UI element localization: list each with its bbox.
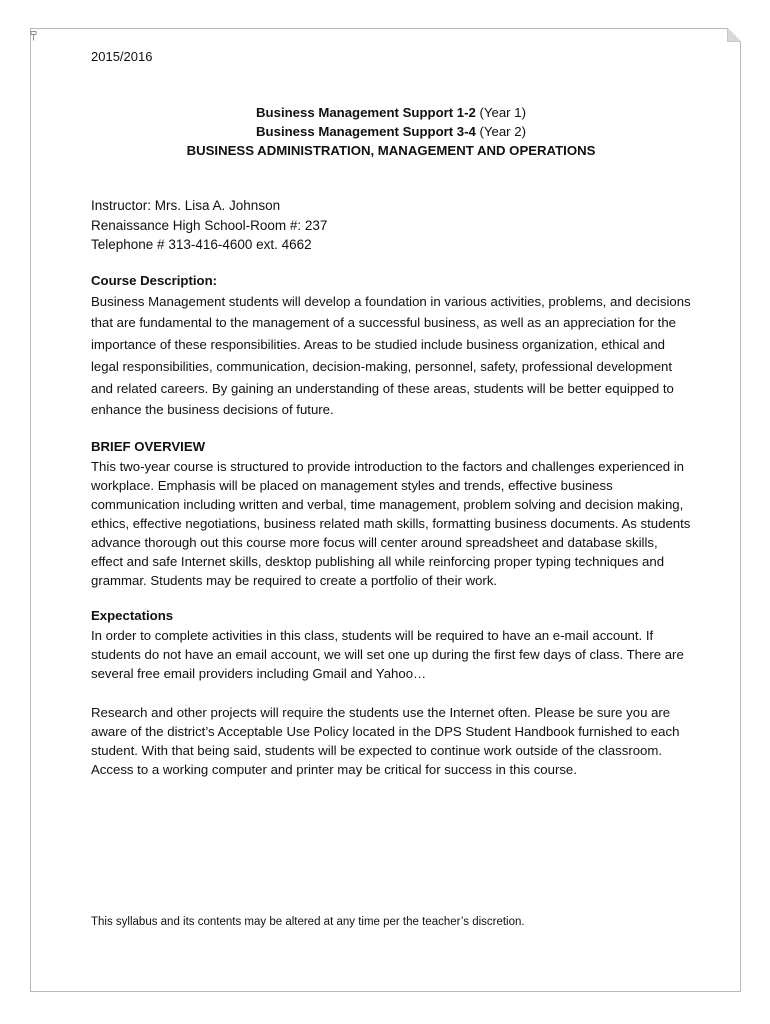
course-description-section bbox=[91, 273, 691, 422]
course-title-3: BUSINESS ADMINISTRATION, MANAGEMENT AND OPERATIONS bbox=[186, 143, 596, 158]
course-title-2: Business Management Support 3-4 (Year 2) bbox=[256, 124, 526, 139]
page-fold-corner bbox=[727, 28, 741, 42]
instructor-name: Instructor: Mrs. Lisa A. Johnson bbox=[91, 198, 281, 213]
expectations-heading: Expectations bbox=[91, 608, 174, 624]
instructor-contact bbox=[91, 196, 691, 255]
school-year: 2015/2016 bbox=[91, 49, 153, 64]
brief-overview-heading: BRIEF OVERVIEW bbox=[91, 439, 206, 455]
document-content bbox=[91, 49, 691, 792]
course-titles bbox=[91, 103, 691, 160]
expectations-text: In order to complete activities in this class, students will be required to have an e-mail account. If students do not have an email account, we will set one up during the first few days of class. There are several free email providers including Gmail and Yahoo… bbox=[91, 628, 684, 682]
document-page bbox=[30, 28, 741, 992]
course-title-1: Business Management Support 1-2 (Year 1) bbox=[256, 105, 526, 120]
brief-overview-section bbox=[91, 439, 691, 590]
telephone: Telephone # 313-416-4600 ext. 4662 bbox=[91, 237, 312, 252]
research-text: Research and other projects will require the students use the Internet often. Please be sure you are aware of the district’s Acceptable Use Policy located in the DPS Student Handbook furnished to each student. With that being said, students will be expected to continue work outside of the classroom. Access to a working computer and printer may be critical for success in this course. bbox=[91, 705, 680, 778]
course-description-text: Business Management students will develop a foundation in various activities, problems, and decisions that are fundamental to the management of a successful business, as well as an appreciation for the importance of these responsibilities. Areas to be studied include business organization, ethical and legal responsibilities, communication, decision-making, personnel, safety, professional development and related careers. By gaining an understanding of these areas, students will be better equipped to enhance the business decisions of future. bbox=[91, 293, 691, 418]
footer-note: This syllabus and its contents may be altered at any time per the teacher’s discretion. bbox=[91, 916, 525, 928]
brief-overview-text: This two-year course is structured to provide introduction to the factors and challenges experienced in workplace. Emphasis will be placed on management styles and trends, effective business communication including written and verbal, time management, problem solving and decision making, ethics, effective negotiations, business related math skills, formatting business documents. As students advance thorough out this course more focus will center around spreadsheet and database skills, effect and safe Internet skills, desktop publishing all while reinforcing proper typing techniques and grammar. Students may be required to create a portfolio of their work. bbox=[91, 459, 691, 589]
pin-icon bbox=[30, 31, 38, 41]
expectations-section bbox=[91, 608, 691, 779]
course-description-heading: Course Description: bbox=[91, 272, 218, 288]
school-room: Renaissance High School-Room #: 237 bbox=[91, 217, 328, 233]
